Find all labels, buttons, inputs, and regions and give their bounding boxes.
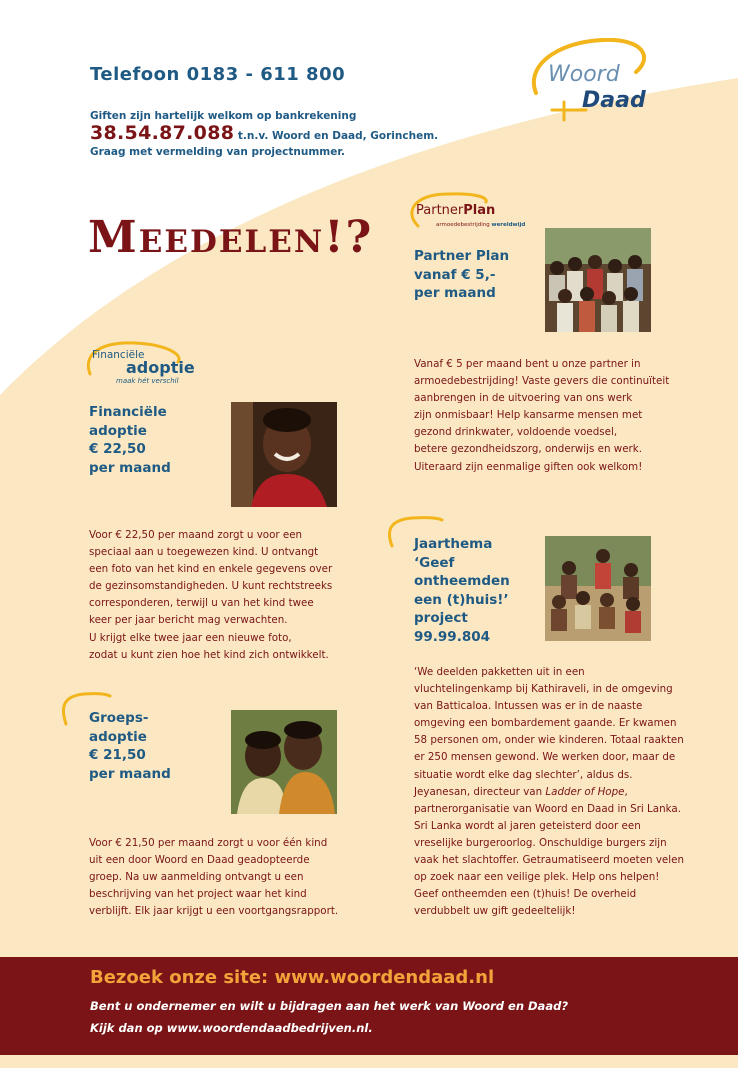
partner-plan-heading: Partner Plan vanaf € 5,- per maand [414,248,510,301]
page-title: Meedelen!? [88,212,374,263]
jaarthema-photo [545,536,651,641]
financiele-photo [231,402,337,507]
partner-plan-photo [545,228,651,332]
bank-note: Graag met vermelding van projectnummer. [90,146,345,158]
financiele-logo-tagline: maak hét verschil [116,377,179,385]
woord-en-daad-logo[interactable] [524,38,654,128]
logo-word1: Woord [548,62,620,87]
groeps-text: Voor € 21,50 per maand zorgt u voor één kind uit een door Woord en Daad geadopteerde groep. Na uw aanmelding ontvangt u een beschrijving van het project waar het kind verblijft. Elk jaar krijgt u een voortgangsrapport. [89,837,339,918]
footer-entrepreneur-question: Bent u ondernemer en wilt u bijdragen aan het werk van Woord en Daad? [90,999,568,1013]
logo-word2: Daad [582,88,646,113]
bank-holder: t.n.v. Woord en Daad, Gorinchem. [237,130,439,142]
two-children-image [231,710,337,814]
footer-site-link[interactable]: Bezoek onze site: www.woordendaad.nl [90,967,495,988]
partner-plan-wordmark: PartnerPlan [416,203,496,218]
financiele-logo-word-b: adoptie [126,358,195,377]
footer-business-link[interactable]: Kijk dan op www.woordendaadbedrijven.nl. [90,1021,373,1035]
bank-info [90,108,438,160]
financiele-logo-word-a: Financiële [92,349,145,361]
bank-number: 38.54.87.088 [90,122,235,144]
financiele-heading: Financiële adoptie € 22,50 per maand [89,404,171,476]
partner-plan-logo [408,190,528,235]
jaarthema-heading: Jaarthema ‘Geef ontheemden een (t)huis!’ project 99.99.804 [414,536,510,645]
bank-intro: Giften zijn hartelijk welkom op bankrekening [90,110,357,122]
jaarthema-text: ‘We deelden pakketten uit in een vluchtelingenkamp bij Kathiraveli, in de omgeving van Batticaloa. Intussen was er in de naaste omgeving een bombardement gaande. Er kwamen 58 personen om, onder wie kinderen. Totaal raakten er 250 mensen gewond. We werken door, maar de situatie wordt elke dag slechter’, aldus ds. Jeyanesan, directeur van Ladder of Hope, partnerorganisatie van Woord en Daad in Sri Lanka. Sri Lanka wordt al jaren geteisterd door een vreselijke burgeroorlog. Onschuldige burgers zijn vaak het slachtoffer. Getraumatiseerd moeten velen op zoek naar een veilige plek. Help ons helpen! Geef ontheemden een (t)huis! De overheid verdubbelt uw gift gedeeltelijk! [414,666,684,918]
financiele-adoptie-logo [84,340,194,390]
groeps-photo [231,710,337,814]
footer-banner [0,957,738,1055]
partner-plan-text: Vanaf € 5 per maand bent u onze partner in armoedebestrijding! Vaste gevers die continuïteit aanbrengen in de uitvoering van ons werk zijn onmisbaar! Help kansarme mensen met gezond drinkwater, voldoende voedsel, betere gezondheidszorg, onderwijs en werk. Uiteraard zijn eenmalige giften ook welkom! [414,358,670,473]
refugee-children-image [545,536,651,641]
phone-number: Telefoon 0183 - 611 800 [90,64,346,85]
children-group-image [545,228,651,332]
financiele-text: Voor € 22,50 per maand zorgt u voor een speciaal aan u toegewezen kind. U ontvangt een foto van het kind en enkele gegevens over de gezinsomstandigheden. U kunt rechtstreeks corresponderen, terwijl u van het kind twee keer per jaar bericht mag verwachten. U krijgt elke twee jaar een nieuwe foto, zodat u kunt zien hoe het kind zich ontwikkelt. [89,529,333,661]
smiling-child-image [231,402,337,507]
groeps-heading: Groeps- adoptie € 21,50 per maand [89,710,171,782]
partner-plan-tagline: armoedebestrijding wereldwijd [436,222,526,228]
ladder-of-hope-name: Ladder of Hope [545,785,625,798]
